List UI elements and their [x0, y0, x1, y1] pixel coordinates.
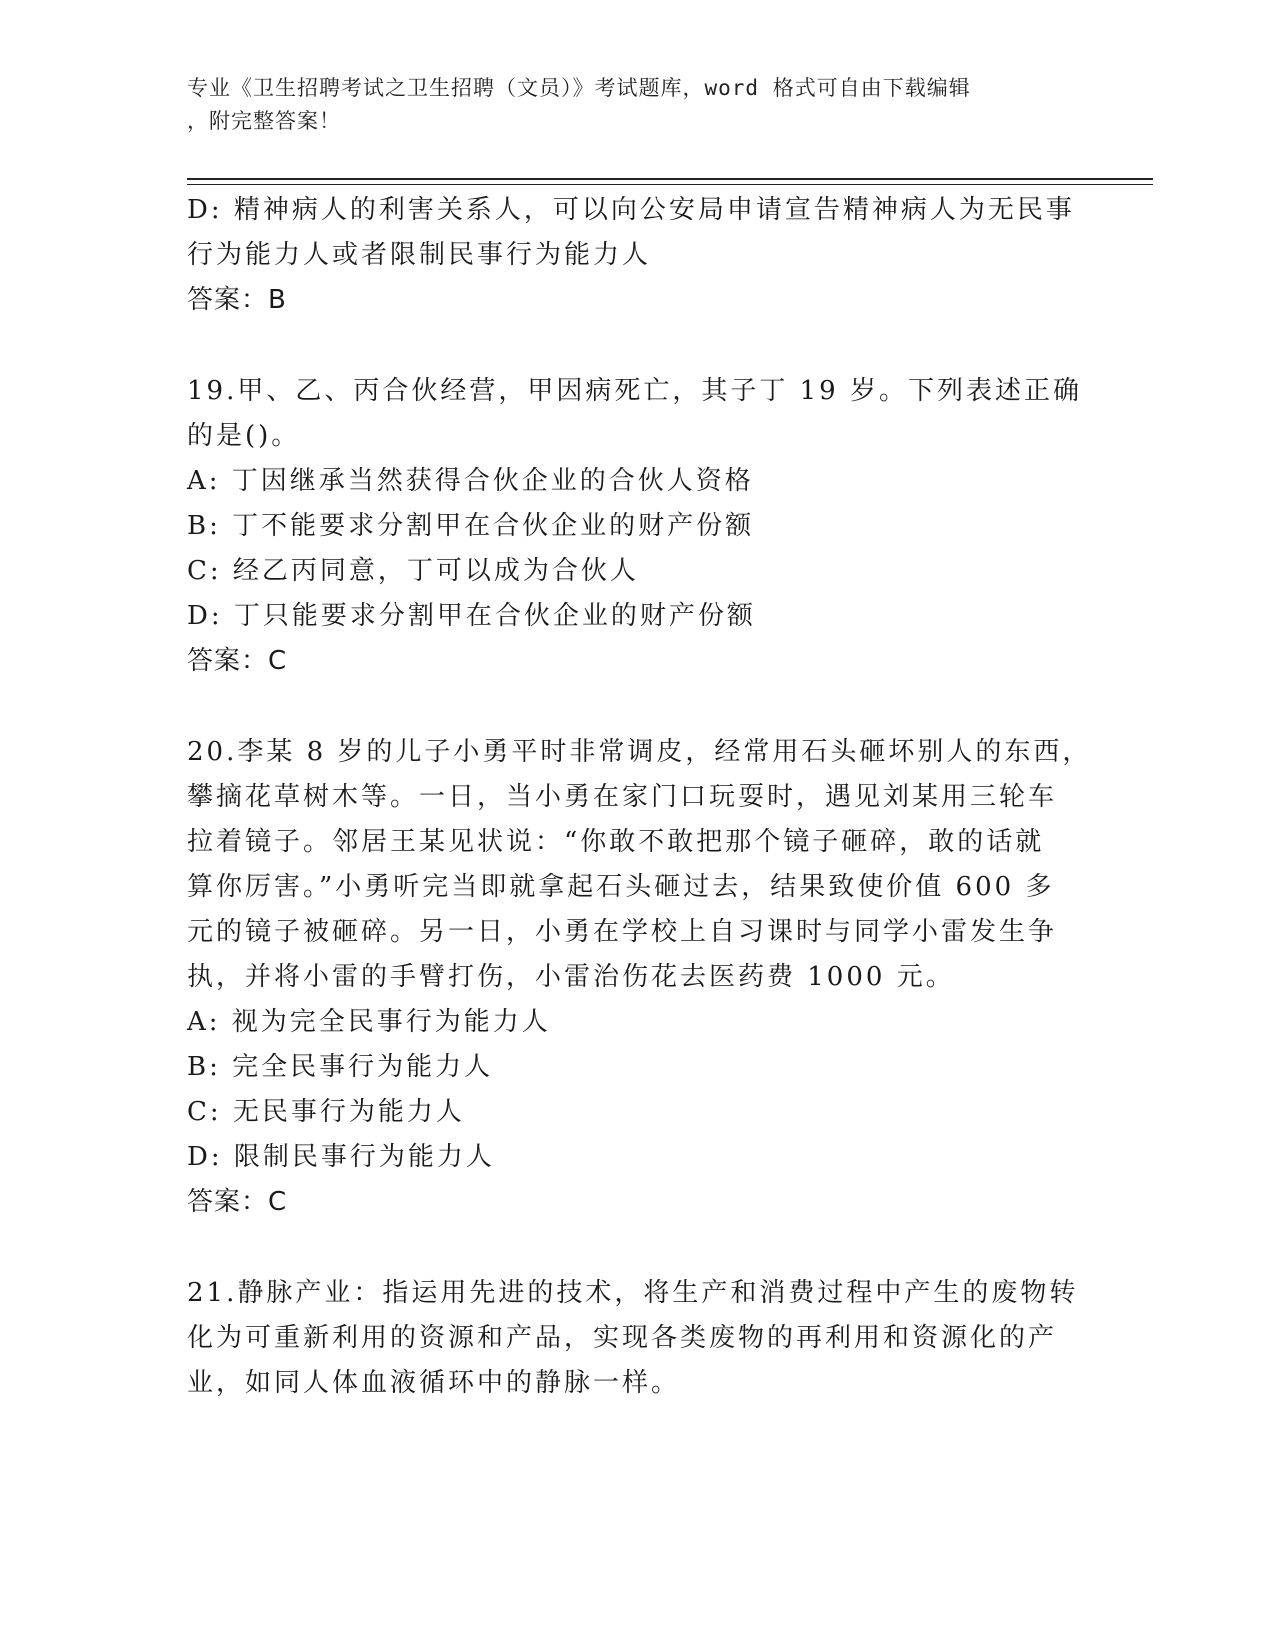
q20-option-c: C: 无民事行为能力人: [187, 1097, 465, 1127]
header-divider-thin: [187, 184, 1153, 185]
q20-option-d: D: 限制民事行为能力人: [187, 1142, 495, 1172]
q20-stem-line-4: 算你厉害。”小勇听完当即就拿起石头砸过去，结果致使价值 600 多: [187, 872, 1055, 902]
question-spacer: [187, 684, 1067, 730]
q19-stem-line-2: 的是()。: [187, 421, 301, 451]
q19-option-b: B: 丁不能要求分割甲在合伙企业的财产份额: [187, 511, 755, 541]
q18-answer: 答案：B: [187, 285, 287, 315]
q19-option-a: A: 丁因继承当然获得合伙企业的合伙人资格: [187, 466, 754, 496]
q19-answer: 答案：C: [187, 646, 288, 676]
q19-stem-line-1: 19.甲、乙、丙合伙经营，甲因病死亡，其子丁 19 岁。下列表述正确: [187, 376, 1082, 406]
q20-option-b: B: 完全民事行为能力人: [187, 1052, 494, 1082]
question-19: [187, 369, 1082, 684]
q20-stem-line-5: 元的镜子被砸碎。另一日，小勇在学校上自习课时与同学小雷发生争: [187, 917, 1058, 947]
q20-stem-line-3: 拉着镜子。邻居王某见状说：“你敢不敢把那个镜子砸碎，敢的话就: [187, 827, 1045, 857]
page-header: [187, 72, 1067, 138]
q19-option-d: D: 丁只能要求分割甲在合伙企业的财产份额: [187, 601, 756, 631]
q21-stem-line-2: 化为可重新利用的资源和产品，实现各类废物的再利用和资源化的产: [187, 1323, 1058, 1353]
header-title-line-2: ，附完整答案！: [187, 109, 341, 133]
q21-stem-line-1: 21.静脉产业：指运用先进的技术，将生产和消费过程中产生的废物转: [187, 1278, 1079, 1308]
q20-stem-line-6: 执，并将小雷的手臂打伤，小雷治伤花去医药费 1000 元。: [187, 962, 955, 992]
q19-option-c: C: 经乙丙同意，丁可以成为合伙人: [187, 556, 639, 586]
q20-stem-line-2: 攀摘花草树木等。一日，当小勇在家门口玩耍时，遇见刘某用三轮车: [187, 782, 1058, 812]
q20-option-a: A: 视为完全民事行为能力人: [187, 1007, 551, 1037]
question-spacer: [187, 1225, 1067, 1271]
question-content: [187, 188, 1092, 1406]
header-divider-thick: [187, 178, 1153, 180]
question-18: [187, 188, 1075, 323]
question-21: [187, 1271, 1079, 1406]
q21-stem-line-3: 业，如同人体血液循环中的静脉一样。: [187, 1368, 681, 1398]
q18-option-d-line-1: D: 精神病人的利害关系人，可以向公安局申请宣告精神病人为无民事: [187, 195, 1075, 225]
q20-answer: 答案：C: [187, 1187, 288, 1217]
question-20: [187, 730, 1092, 1225]
question-spacer: [187, 323, 1067, 369]
q18-option-d-line-2: 行为能力人或者限制民事行为能力人: [187, 240, 652, 270]
q20-stem-line-1: 20.李某 8 岁的儿子小勇平时非常调皮，经常用石头砸坏别人的东西，: [187, 737, 1092, 767]
header-title-line-1: 专业《卫生招聘考试之卫生招聘（文员）》考试题库，word 格式可自由下载编辑: [187, 76, 971, 100]
